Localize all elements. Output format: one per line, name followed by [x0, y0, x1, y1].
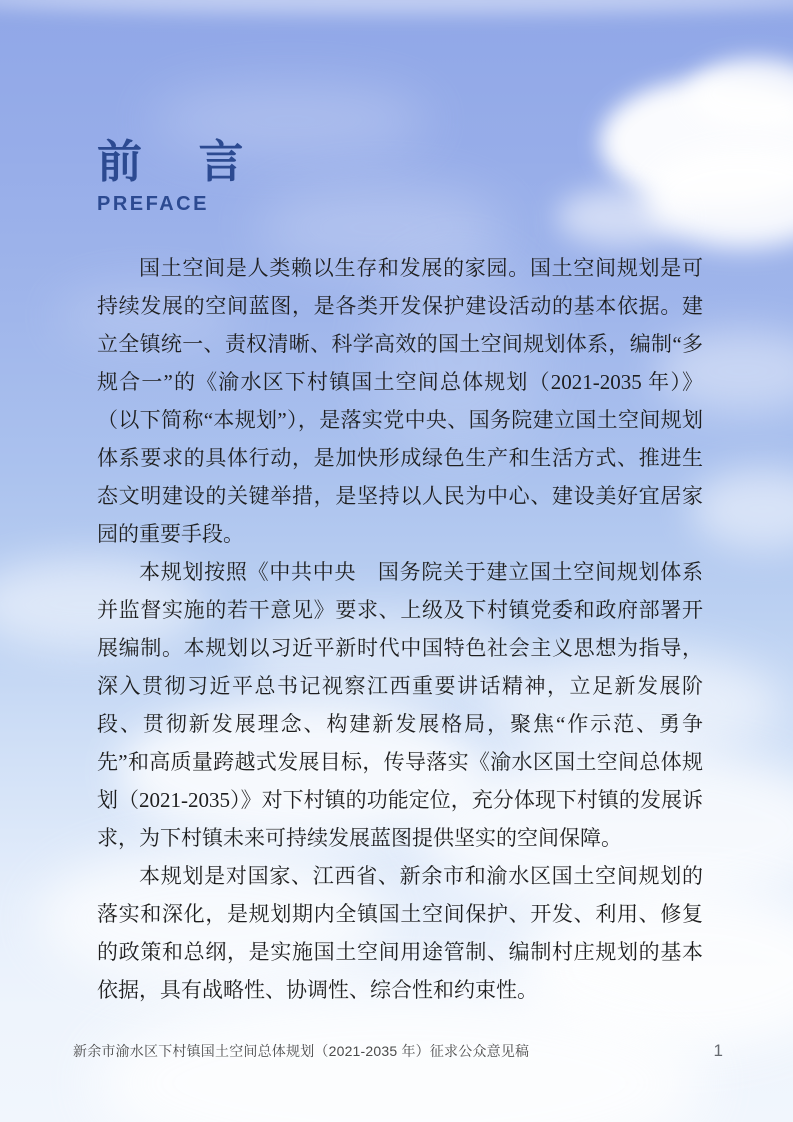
page-footer	[73, 1041, 723, 1061]
footer-doc-title: 新余市渝水区下村镇国土空间总体规划（2021-2035 年）征求公众意见稿	[73, 1043, 530, 1059]
page-subtitle: PREFACE	[97, 193, 209, 216]
paragraph-2: 本规划按照《中共中央 国务院关于建立国土空间规划体系并监督实施的若干意见》要求、上级及下村镇党委和政府部署开展编制。本规划以习近平新时代中国特色社会主义思想为指导，深入贯彻习近平总书记视察江西重要讲话精神，立足新发展阶段、贯彻新发展理念、构建新发展格局，聚焦“作示范、勇争先”和高质量跨越式发展目标，传导落实《渝水区国土空间总体规划（2021-2035）》对下村镇的功能定位，充分体现下村镇的发展诉求，为下村镇未来可持续发展蓝图提供坚实的空间保障。	[97, 560, 703, 850]
preface-body	[97, 249, 703, 1009]
title-block	[97, 138, 245, 216]
footer-page-number: 1	[713, 1041, 723, 1060]
paragraph-1: 国土空间是人类赖以生存和发展的家园。国土空间规划是可持续发展的空间蓝图，是各类开发保护建设活动的基本依据。建立全镇统一、责权清晰、科学高效的国土空间规划体系，编制“多规合一”的《渝水区下村镇国土空间总体规划（2021-2035 年）》（以下简称“本规划”），是落实党中央、国务院建立国土空间规划体系要求的具体行动，是加快形成绿色生产和生活方式、推进生态文明建设的关键举措，是坚持以人民为中心、建设美好宜居家园的重要手段。	[97, 256, 703, 546]
paragraph-3: 本规划是对国家、江西省、新余市和渝水区国土空间规划的落实和深化，是规划期内全镇国土空间保护、开发、利用、修复的政策和总纲，是实施国土空间用途管制、编制村庄规划的基本依据，具有战略性、协调性、综合性和约束性。	[97, 864, 703, 1002]
cloud	[690, 468, 793, 550]
cloud	[0, 0, 793, 14]
page-title: 前 言	[97, 136, 245, 187]
cloud	[556, 188, 686, 246]
